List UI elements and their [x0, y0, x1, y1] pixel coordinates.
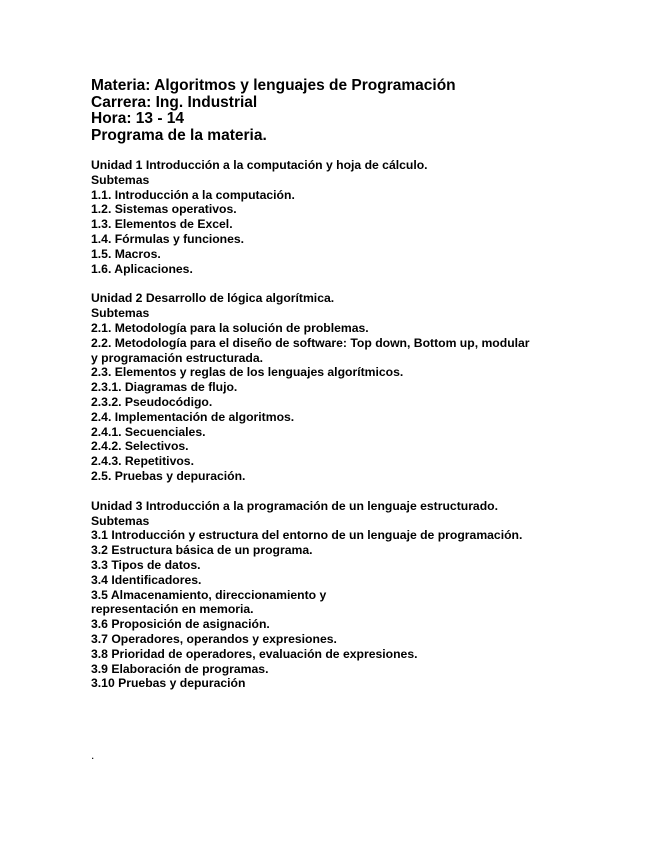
unit-3-title: Unidad 3 Introducción a la programación de un lenguaje estructurado.: [91, 498, 498, 513]
list-item: 1.6. Aplicaciones.: [91, 261, 193, 276]
document-content: [91, 78, 611, 691]
list-item: 3.8 Prioridad de operadores, evaluación de expresiones.: [91, 646, 418, 661]
list-item: 2.4.1. Secuenciales.: [91, 424, 206, 439]
list-item: 3.6 Proposición de asignación.: [91, 617, 270, 632]
list-item: 3.10 Pruebas y depuración: [91, 676, 246, 691]
list-item: 3.9 Elaboración de programas.: [91, 661, 269, 676]
list-item: 3.7 Operadores, operandos y expresiones.: [91, 631, 337, 646]
trailing-mark: .: [91, 748, 95, 762]
list-item: 1.2. Sistemas operativos.: [91, 202, 237, 217]
unit-1-subtemas-label: Subtemas: [91, 172, 150, 187]
career-line: Carrera: Ing. Industrial: [91, 93, 258, 111]
list-item: 2.1. Metodología para la solución de problemas.: [91, 320, 369, 335]
list-item: 2.3.2. Pseudocódigo.: [91, 394, 213, 409]
spacer: [91, 144, 611, 158]
list-item: 3.2 Estructura básica de un programa.: [91, 543, 313, 558]
list-item: 2.4.2. Selectivos.: [91, 439, 189, 454]
unit-3-subtemas-label: Subtemas: [91, 513, 150, 528]
list-item: 1.4. Fórmulas y funciones.: [91, 231, 245, 246]
unit-3-section: [91, 499, 611, 691]
list-item: 2.3.1. Diagramas de flujo.: [91, 380, 238, 395]
spacer: [91, 484, 611, 499]
unit-2-title: Unidad 2 Desarrollo de lógica algorítmica.: [91, 291, 335, 306]
list-item: 3.1 Introducción y estructura del entorno de un lenguaje de programación.: [91, 528, 523, 543]
list-item: 3.5 Almacenamiento, direccionamiento y: [91, 587, 327, 602]
list-item: 2.5. Pruebas y depuración.: [91, 468, 246, 483]
unit-1-title: Unidad 1 Introducción a la computación y hoja de cálculo.: [91, 158, 428, 172]
subject-title: Materia: Algoritmos y lenguajes de Programación: [91, 77, 456, 94]
unit-1-section: [91, 158, 611, 276]
list-item: 2.4.3. Repetitivos.: [91, 454, 194, 469]
list-item: 1.1. Introducción a la computación.: [91, 187, 295, 202]
list-item: y programación estructurada.: [91, 350, 264, 365]
spacer: [91, 276, 611, 291]
list-item: 2.4. Implementación de algoritmos.: [91, 409, 295, 424]
list-item: 1.3. Elementos de Excel.: [91, 217, 233, 232]
list-item: 3.4 Identificadores.: [91, 572, 202, 587]
schedule-line: Hora: 13 - 14: [91, 110, 185, 127]
list-item: 2.3. Elementos y reglas de los lenguajes algorítmicos.: [91, 365, 404, 380]
list-item: 2.2. Metodología para el diseño de software: Top down, Bottom up, modular: [91, 335, 530, 350]
list-item: 3.3 Tipos de datos.: [91, 557, 201, 572]
list-item: 1.5. Macros.: [91, 246, 161, 261]
program-heading: Programa de la materia.: [91, 126, 267, 144]
unit-2-section: [91, 291, 611, 483]
unit-2-subtemas-label: Subtemas: [91, 306, 150, 321]
list-item: representación en memoria.: [91, 602, 254, 617]
